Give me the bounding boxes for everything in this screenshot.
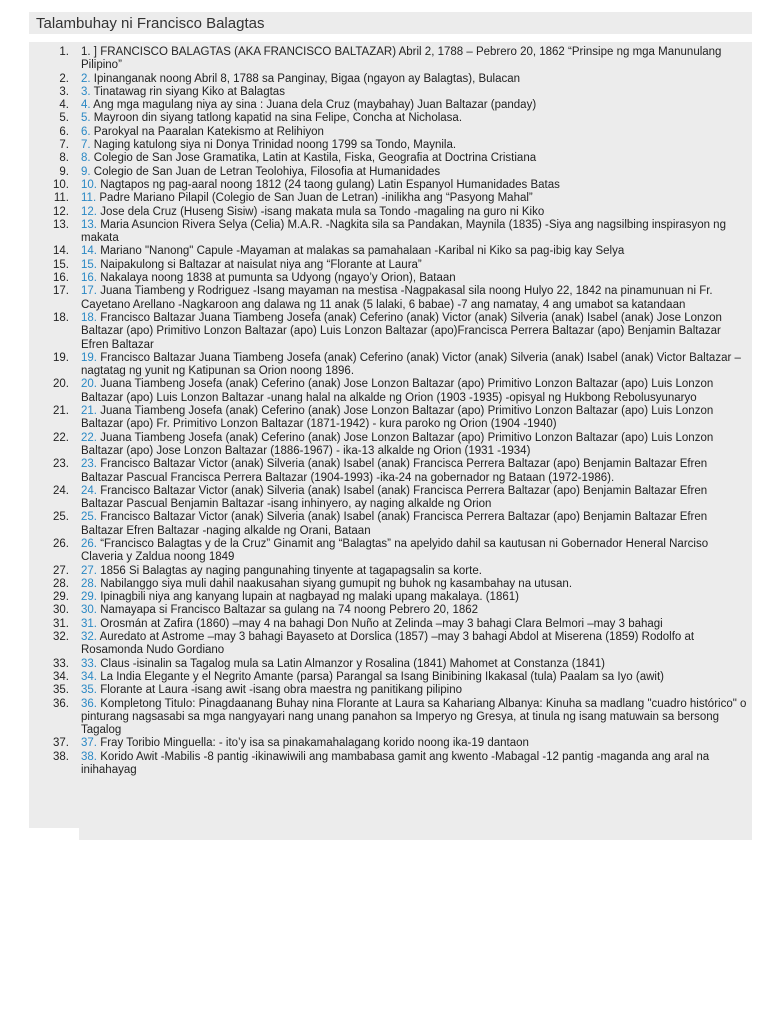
list-item (29, 405, 751, 432)
list-item (29, 737, 751, 750)
list-item-text: Mayroon din siyang tatlong kapatid na sina Felipe, Concha at Nicholasa. (93, 112, 463, 125)
slide-link-number[interactable]: 16. (81, 272, 97, 285)
slide-link-number[interactable]: 15. (81, 258, 97, 271)
list-item (29, 604, 751, 617)
slide-link-number[interactable]: 38. (81, 750, 97, 763)
list-item (29, 684, 751, 697)
list-item-number: 30. (53, 604, 69, 617)
list-item-number: 20. (53, 378, 69, 391)
list-item-number: 9. (59, 165, 69, 178)
list-item (29, 112, 751, 125)
list-item-text: Claus -isinalin sa Tagalog mula sa Latin Almanzor y Rosalina (1841) Mahomet at Constanza (1841) (100, 657, 605, 670)
list-item-number: 1. (59, 46, 69, 58)
list-item-number: 8. (59, 152, 69, 165)
list-item-number: 16. (53, 272, 69, 285)
slide-link-number[interactable]: 14. (81, 245, 97, 258)
slide-link-number[interactable]: 27. (81, 564, 97, 577)
list-item-number: 33. (53, 657, 69, 670)
list-item (29, 312, 751, 352)
slide-link-number[interactable]: 7. (81, 139, 91, 152)
list-item-text: Juana Tiambeng Josefa (anak) Ceferino (anak) Jose Lonzon Baltazar (apo) Primitivo Lonzon Baltazar (apo) Luis Lonzon Baltazar (apo) Fr. Primitivo Lonzon Baltazar (1871-1942) - kura paroko ng Orion (1904 -1940) (81, 405, 714, 431)
list-item-text: Francisco Baltazar Victor (anak) Silveria (anak) Isabel (anak) Francisca Perrera Baltazar (apo) Benjamin Baltazar Efren Baltazar Pascual Benjamin Baltazar -isang inhinyero, ay naging alkalde ng Orion (81, 484, 708, 511)
slide-link-number[interactable]: 24. (81, 484, 97, 497)
slide-link-number[interactable]: 21. (81, 405, 97, 418)
list-item (29, 126, 751, 139)
list-item-text: Maria Asuncion Rivera Selya (Celia) M.A.R. -Nagkita sila sa Pandakan, Maynila (1835) -Siya ang nagsilbing inspirasyon ng makata (81, 218, 726, 245)
list-item-text: Jose dela Cruz (Huseng Sisiw) -isang makata mula sa Tondo -magaling na guro ni Kiko (100, 205, 545, 218)
slide-link-number[interactable]: 4. (81, 99, 91, 112)
list-item-number: 10. (53, 178, 69, 191)
slide-link-number[interactable]: 18. (81, 311, 97, 324)
list-item-text: Mariano "Nanong" Capule -Mayaman at malakas sa pamahalaan -Karibal ni Kiko sa pag-ibig kay Selya (100, 245, 625, 258)
list-item (29, 179, 751, 192)
list-item (29, 245, 751, 258)
list-item-number: 13. (53, 218, 69, 231)
list-item (29, 46, 751, 73)
list-item (29, 285, 751, 312)
list-item-text: Francisco Baltazar Juana Tiambeng Josefa (anak) Ceferino (anak) Victor (anak) Silveria (anak) Isabel (anak) Victor Baltazar – nagtatag ng yunit ng Katipunan sa Orion noong 1896. (81, 351, 741, 378)
list-item (29, 485, 751, 512)
slide-link-number[interactable]: 2. (81, 72, 91, 85)
list-item-number: 22. (53, 431, 69, 444)
slide-link-number[interactable]: 12. (81, 205, 97, 218)
slide-link-number[interactable]: 26. (81, 537, 97, 550)
list-item (29, 671, 751, 684)
list-item (29, 206, 751, 219)
slide-link-number[interactable]: 34. (81, 670, 97, 683)
list-item-text: FRANCISCO BALAGTAS (AKA FRANCISCO BALTAZAR) Abril 2, 1788 – Pebrero 20, 1862 “Prinsipe ng mga Manunulang Pilipino” (81, 46, 722, 72)
slide-link-number[interactable]: 9. (81, 165, 91, 178)
list-item-text: Juana Tiambeng y Rodriguez -Isang mayaman na mestisa -Nagpakasal sila noong Hulyo 22, 1842 na pinamunuan ni Fr. Cayetano Arellano -Nagkaroon ang dalawa ng 11 anak (5 lalaki, 6 babae) -7 ang namatay, 4 ang umabot sa katandaan (81, 285, 713, 311)
list-item (29, 578, 751, 591)
list-item (29, 658, 751, 671)
list-item-number: 19. (53, 351, 69, 364)
slide-link-number[interactable]: 37. (81, 737, 97, 750)
list-item-number: 25. (53, 511, 69, 524)
slide-link-number[interactable]: 17. (81, 285, 97, 298)
list-item-text: Colegio de San Juan de Letran Teolohiya, Filosofia at Humanidades (93, 165, 441, 178)
list-item-text: Namayapa si Francisco Baltazar sa gulang na 74 noong Pebrero 20, 1862 (100, 604, 479, 617)
document-title: Talambuhay ni Francisco Balagtas (36, 15, 265, 32)
slide-link-number[interactable]: 6. (81, 125, 91, 138)
list-item-number: 3. (59, 85, 69, 98)
slide-link-number[interactable]: 19. (81, 351, 97, 364)
list-item-text: 1856 Si Balagtas ay naging pangunahing tinyente at tagapagsalin sa korte. (100, 564, 482, 577)
list-item (29, 432, 751, 459)
list-item (29, 192, 751, 205)
slide-link-number[interactable]: 35. (81, 684, 97, 697)
list-item (29, 618, 751, 631)
list-item-text: Auredato at Astrome –may 3 bahagi Bayaseto at Dorslica (1857) –may 3 bahagi Abdol at Miserena (1859) Rodolfo at Rosamonda Nudo Gordiano (81, 631, 695, 657)
list-item-text: Nabilanggo siya muli dahil naakusahan siyang gumupit ng buhok ng kasambahay na utusan. (100, 577, 573, 590)
list-item-text: “Francisco Balagtas y de la Cruz” Ginamit ang “Balagtas” na apelyido dahil sa kautusan ni Gobernador Heneral Narciso Claveria y Zaldua noong 1849 (81, 537, 709, 564)
list-item (29, 139, 751, 152)
list-item-number: 11. (53, 192, 69, 205)
list-item-text: Nakalaya noong 1838 at pumunta sa Udyong (ngayo’y Orion), Bataan (100, 272, 456, 285)
list-item-text: Juana Tiambeng Josefa (anak) Ceferino (anak) Jose Lonzon Baltazar (apo) Primitivo Lonzon Baltazar (apo) Luis Lonzon Baltazar (apo) Luis Lonzon Baltazar -unang halal na alkalde ng Orion (1903 -1935) -opisyal ng Hukbong Rebolusyunaryo (81, 378, 714, 404)
list-item-number: 31. (53, 617, 69, 630)
slide-link-number[interactable]: 8. (81, 152, 91, 165)
list-item (29, 99, 751, 112)
list-item (29, 751, 751, 778)
list-item-number: 18. (53, 311, 69, 324)
list-item (29, 565, 751, 578)
list-item (29, 458, 751, 485)
list-item-text: Kompletong Titulo: Pinagdaanang Buhay nina Florante at Laura sa Kahariang Albanya: Kinuha sa madlang "cuadro histórico" o pinturang nagsasabi sa mga nangyayari nang unang panahon sa Imperyo ng Gresya, at tinula ng isang matuwain sa bersong Tagalog (81, 697, 747, 737)
slide-link-number[interactable]: 5. (81, 112, 91, 125)
list-item (29, 378, 751, 405)
list-item-text: Ipinagbili niya ang kanyang lupain at nagbayad ng malaki upang makalaya. (1861) (100, 591, 519, 604)
list-item (29, 591, 751, 604)
list-item (29, 259, 751, 272)
list-item (29, 698, 751, 738)
list-item-text: Padre Mariano Pilapil (Colegio de San Juan de Letran) -inilikha ang “Pasyong Mahal” (99, 192, 533, 205)
slide-link-number[interactable]: 23. (81, 458, 97, 471)
list-item-number: 35. (53, 684, 69, 697)
list-item-number: 15. (53, 258, 69, 271)
list-item-number: 34. (53, 670, 69, 683)
list-item-text: Francisco Baltazar Juana Tiambeng Josefa (anak) Ceferino (anak) Victor (anak) Silveria (anak) Isabel (anak) Jose Lonzon Baltazar (apo) Primitivo Lonzon Baltazar (apo) Luis Lonzon Baltazar (apo)Francisca Perrera Baltazar (apo) Benjamin Baltazar Efren Baltazar (81, 311, 722, 351)
list-item-number: 29. (53, 591, 69, 604)
slide-link-number[interactable]: 33. (81, 657, 97, 670)
list-item (29, 73, 751, 86)
slide-link-number[interactable]: 3. (81, 85, 91, 98)
list-item-text: Florante at Laura -isang awit -isang obra maestra ng panitikang pilipino (100, 684, 463, 697)
list-item (29, 538, 751, 565)
list-item (29, 152, 751, 165)
list-item-number: 27. (53, 564, 69, 577)
slide-link-number[interactable]: 25. (81, 511, 97, 524)
list-item-text: Juana Tiambeng Josefa (anak) Ceferino (anak) Jose Lonzon Baltazar (apo) Primitivo Lonzon Baltazar (apo) Luis Lonzon Baltazar (apo) Jose Lonzon Baltazar (1886-1967) - ika-13 alkalde ng Orion (1931 -1934) (81, 431, 714, 457)
list-item-text: La India Elegante y el Negrito Amante (parsa) Parangal sa Isang Binibining Ikakasal (tula) Paalam sa Iyo (awit) (100, 670, 665, 683)
document-header (29, 12, 752, 34)
list-item-text: Ipinanganak noong Abril 8, 1788 sa Panginay, Bigaa (ngayon ay Balagtas), Bulacan (93, 72, 521, 85)
list-item-number: 7. (59, 139, 69, 152)
slide-link-number[interactable]: 10. (81, 178, 97, 191)
list-item (29, 86, 751, 99)
list-item-number: 4. (59, 99, 69, 112)
list-item-number: 6. (59, 125, 69, 138)
list-item-number: 2. (59, 72, 69, 85)
slide-link-number[interactable]: 36. (81, 697, 97, 710)
list-item-text: Orosmán at Zafira (1860) –may 4 na bahagi Don Nuño at Zelinda –may 3 bahagi Clara Belmori –may 3 bahagi (100, 617, 663, 630)
list-item-text: Naipakulong si Baltazar at naisulat niya ang “Florante at Laura” (100, 258, 422, 271)
slide-link-number[interactable]: 28. (81, 577, 97, 590)
list-item-text: Nagtapos ng pag-aaral noong 1812 (24 taong gulang) Latin Espanyol Humanidades Batas (100, 178, 560, 191)
list-item-number: 14. (53, 245, 69, 258)
list-item (29, 511, 751, 538)
slide-link-number[interactable]: 13. (81, 218, 97, 231)
slide-link-number[interactable]: 29. (81, 591, 97, 604)
list-item-text: Francisco Baltazar Victor (anak) Silveria (anak) Isabel (anak) Francisca Perrera Baltazar (apo) Benjamin Baltazar Efren Baltazar Efren Baltazar -naging alkalde ng Orani, Bataan (81, 511, 708, 537)
slide-link-number[interactable]: 30. (81, 604, 97, 617)
panel-gutter (29, 828, 79, 840)
list-item (29, 352, 751, 379)
list-item (29, 166, 751, 179)
list-item (29, 219, 751, 246)
slide-link-number: 1. ] (81, 46, 97, 58)
list-item (29, 272, 751, 285)
list-item-number: 17. (53, 285, 69, 298)
slide-link-number[interactable]: 31. (81, 617, 97, 630)
slide-link-number[interactable]: 20. (81, 378, 97, 391)
list-item-text: Tinatawag rin siyang Kiko at Balagtas (93, 85, 285, 98)
list-item-number: 36. (53, 697, 69, 710)
list-item-text: Naging katulong siya ni Donya Trinidad noong 1799 sa Tondo, Maynila. (93, 139, 457, 152)
list-item-number: 23. (53, 458, 69, 471)
list-item-text: Parokyal na Paaralan Katekismo at Relihiyon (93, 125, 324, 138)
list-item-text: Ang mga magulang niya ay sina : Juana dela Cruz (maybahay) Juan Baltazar (panday) (93, 99, 537, 112)
list-item-number: 38. (53, 750, 69, 763)
slide-link-number[interactable]: 22. (81, 431, 97, 444)
list-item-number: 32. (53, 631, 69, 644)
list-item-number: 12. (53, 205, 69, 218)
slide-link-number[interactable]: 11. (81, 192, 97, 205)
list-item-text: Francisco Baltazar Victor (anak) Silveria (anak) Isabel (anak) Francisca Perrera Baltazar (apo) Benjamin Baltazar Efren Baltazar Pascual Francisca Perrera Baltazar (1904-1993) -ika-24 na gobernador ng Bataan (1972-1986). (81, 458, 708, 484)
list-item-number: 21. (53, 405, 69, 418)
list-item-number: 37. (53, 737, 69, 750)
list-item (29, 631, 751, 658)
list-item-number: 28. (53, 577, 69, 590)
list-item-text: Korido Awit -Mabilis -8 pantig -ikinawiwili ang mambabasa gamit ang kwento -Mabagal -12 pantig -maganda ang aral na inihahayag (81, 750, 710, 777)
list-item-number: 24. (53, 484, 69, 497)
list-item-number: 5. (59, 112, 69, 125)
list-item-number: 26. (53, 537, 69, 550)
list-item-text: Fray Toribio Minguella: - ito’y isa sa pinakamahalagang korido noong ika-19 dantaon (100, 737, 529, 750)
biography-list (29, 46, 751, 777)
slide-link-number[interactable]: 32. (81, 631, 97, 644)
list-item-text: Colegio de San Jose Gramatika, Latin at Kastila, Fiska, Geografia at Doctrina Cristiana (93, 152, 537, 165)
